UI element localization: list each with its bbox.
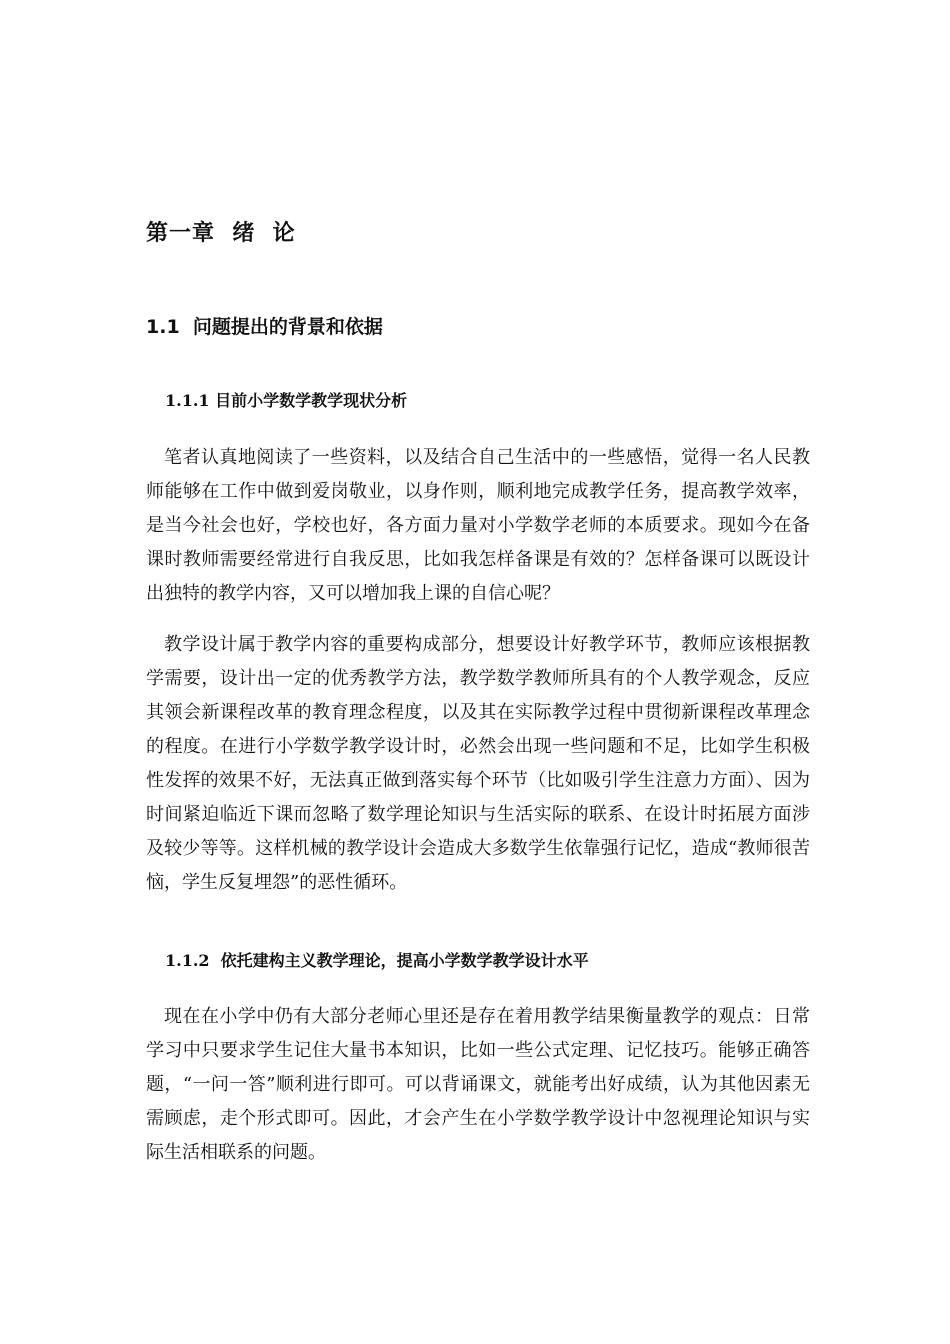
subsection-title-1-1-1: 1.1.1 目前小学数学教学现状分析 — [165, 391, 408, 410]
paragraph: 现在在小学中仍有大部分老师心里还是存在着用教学结果衡量教学的观点：日常学习中只要求学生记住大量书本知识，比如一些公式定理、记忆技巧。能够正确答题，“一问一答”顺利进行即可。可以背诵课文，就能考出好成绩，认为其他因素无需顾虑，走个形式即可。因此，才会产生在小学数学教学设计中忽视理论知识与实际生活相联系的问题。 — [146, 1006, 810, 1163]
subsection-title-1-1-2: 1.1.2 依托建构主义教学理论，提高小学数学教学设计水平 — [165, 951, 589, 970]
paragraph: 教学设计属于教学内容的重要构成部分，想要设计好教学环节，教师应该根据教学需要，设计出一定的优秀教学方法，教学数学教师所具有的个人教学观念，反应其领会新课程改革的教育理念程度，以及其在实际教学过程中贯彻新课程改革理念的程度。在进行小学数学教学设计时，必然会出现一些问题和不足，比如学生积极性发挥的效果不好，无法真正做到落实每个环节（比如吸引学生注意力方面）、因为时间紧迫临近下课而忽略了数学理论知识与生活实际的联系、在设计时拓展方面涉及较少等等。这样机械的教学设计会造成大多数学生依靠强行记忆，造成“教师很苦恼，学生反复埋怨”的恶性循环。 — [146, 634, 810, 893]
section-title: 1.1 问题提出的背景和依据 — [146, 316, 383, 338]
paragraph: 笔者认真地阅读了一些资料，以及结合自己生活中的一些感悟，觉得一名人民教师能够在工作中做到爱岗敬业，以身作则，顺利地完成教学任务，提高教学效率，是当今社会也好，学校也好，各方面力量对小学数学老师的本质要求。现如今在备课时教师需要经常进行自我反思，比如我怎样备课是有效的？怎样备课可以既设计出独特的教学内容，又可以增加我上课的自信心呢？ — [146, 447, 810, 604]
chapter-title: 第一章 绪 论 — [146, 221, 296, 246]
